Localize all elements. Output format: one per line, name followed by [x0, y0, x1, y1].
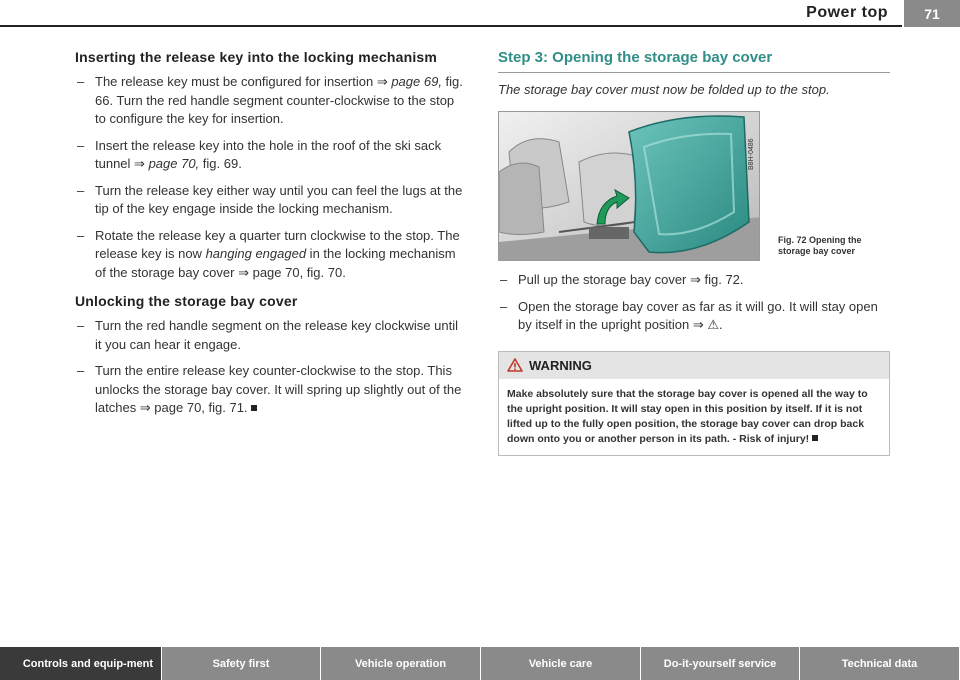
italic-term: hanging engaged — [205, 246, 307, 261]
figure-code-label — [745, 116, 755, 172]
list-item: – The release key must be configured for insertion ⇒ page 69, fig. 66. Turn the red handle segment counter-clockwise to the stop to configure the key for insertion. — [75, 73, 467, 129]
figure-caption: Fig. 72 Opening the storage bay cover — [778, 235, 862, 256]
figure-72 — [498, 111, 890, 271]
opening-steps — [498, 271, 890, 335]
page-ref-link[interactable]: page 70, — [148, 156, 200, 171]
tab-vehicle-care[interactable]: Vehicle care — [481, 647, 641, 680]
header-rule — [0, 25, 902, 27]
section-end-marker — [812, 435, 818, 441]
car-illustration — [499, 112, 760, 261]
list-item: – Turn the entire release key counter-clockwise to the stop. This unlocks the storage bay cover. It will spring up slightly out of the latches ⇒ page 70, fig. 71. — [75, 362, 467, 418]
list-item: – Turn the release key either way until you can feel the lugs at the tip of the key engage inside the locking mechanism. — [75, 182, 467, 219]
list-item: – Turn the red handle segment on the release key clockwise until it you can hear it engage. — [75, 317, 467, 354]
section-end-marker — [251, 405, 257, 411]
warning-title: WARNING — [529, 357, 592, 373]
tab-vehicle-operation[interactable]: Vehicle operation — [321, 647, 481, 680]
inserting-key-steps — [75, 73, 467, 282]
warning-header — [499, 352, 889, 379]
tab-do-it-yourself-service[interactable]: Do-it-yourself service — [641, 647, 800, 680]
storage-bay-cover-illustration — [498, 111, 760, 261]
page-header-title: Power top — [806, 4, 888, 21]
tab-technical-data[interactable]: Technical data — [800, 647, 960, 680]
warning-box — [498, 351, 890, 456]
page-number-badge: 71 — [904, 0, 960, 27]
tab-controls-and-equipment[interactable]: Controls and equip-ment — [0, 647, 162, 680]
list-item: – Open the storage bay cover as far as it will go. It will stay open by itself in the upright position ⇒ ⚠. — [498, 298, 890, 335]
svg-text:B8H-0486: B8H-0486 — [748, 138, 755, 170]
right-column — [498, 48, 890, 456]
section-title-inserting-key: Inserting the release key into the locking mechanism — [75, 49, 438, 65]
step-intro: The storage bay cover must now be folded up to the stop. — [498, 82, 830, 97]
left-column — [75, 48, 467, 426]
tab-safety-first[interactable]: Safety first — [162, 647, 321, 680]
warning-triangle-icon — [507, 358, 523, 372]
page-ref-link[interactable]: page 69, — [391, 74, 442, 89]
list-item: – Rotate the release key a quarter turn clockwise to the stop. The release key is now hanging engaged in the locking mechanism of the storage bay cover ⇒ page 70, fig. 70. — [75, 227, 467, 283]
step-title: Step 3: Opening the storage bay cover — [498, 48, 890, 73]
list-item: – Pull up the storage bay cover ⇒ fig. 72. — [498, 271, 890, 290]
section-title-unlocking: Unlocking the storage bay cover — [75, 293, 298, 309]
footer-nav — [0, 647, 960, 680]
warning-text: Make absolutely sure that the storage bay cover is opened all the way to the upright position. It will stay open in this position by itself. If it is not lifted up to the fully open position, the storage bay cover can drop back down onto you or another person in its path. - Risk of injury! — [507, 387, 868, 445]
unlocking-steps — [75, 317, 467, 418]
list-item: – Insert the release key into the hole in the roof of the ski sack tunnel ⇒ page 70, fig. 69. — [75, 137, 467, 174]
